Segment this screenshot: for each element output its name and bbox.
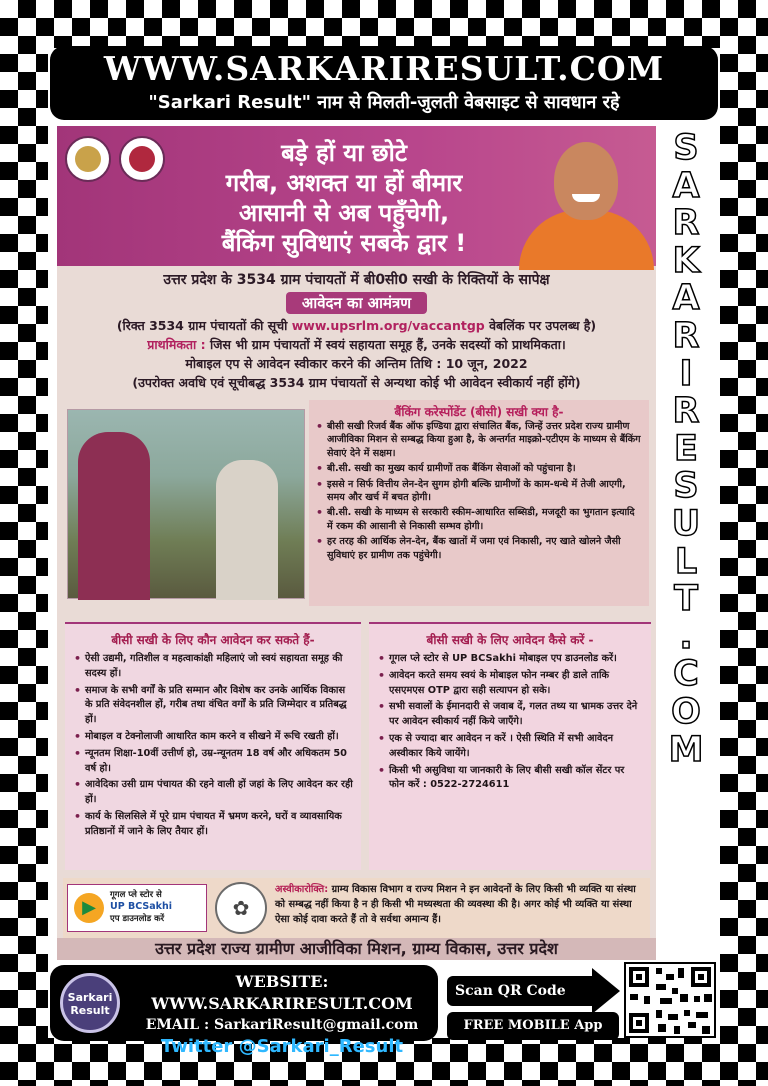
contact-bar [50,965,438,1057]
qr-code[interactable] [624,962,716,1038]
list-item: • समाज के सभी वर्गों के प्रति सम्मान और विशेष कर उनके आर्थिक विकास के प्रति संवेदनशील हों, गरीब तथा वंचित वर्गों के प्रति जिम्मेदार व प्रतिबद्ध हों। [73,684,353,728]
side-letter: T [674,579,698,620]
website-link[interactable]: WEBSITE: WWW.SARKARIRESULT.COM [151,972,413,1013]
qr-finder [629,1013,649,1033]
side-letter: K [672,240,700,281]
up-emblem-icon [65,136,111,182]
side-letter: . [679,616,693,657]
list-item: • बी.सी. सखी का मुख्य कार्य ग्रामीणों तक बैंकिंग सेवाओं को पहुंचाना है। [315,462,643,475]
note-line: (उपरोक्त अवधि एवं सूचीबद्ध 3534 ग्राम पंचायतों से अन्यथा कोई भी आवेदन स्वीकार्य नहीं होंगे) [132,375,581,390]
hero-line: बड़े हों या छोटे [281,139,407,167]
side-letter: A [672,165,700,206]
logo-line: Sarkari [67,991,113,1004]
list-text-end: वेबलिंक पर उपलब्ध है) [489,318,597,333]
google-play-badge[interactable] [67,884,207,932]
list-item: • आवेदन करते समय स्वयं के मोबाइल फोन नम्बर ही डाले ताकि एसएमएस OTP द्वारा सही सत्यापन हो सके। [377,669,643,699]
priority-text: जिस भी ग्राम पंचायतों में स्वयं सहायता समूह हैं, उनके सदस्यों को प्राथमिकता। [210,337,566,352]
badge-line: एप डाउनलोड करें [110,914,165,924]
side-letter: I [679,353,693,394]
woman-figure [78,432,150,600]
side-letter: L [674,541,698,582]
badge-app-name: UP BCSakhi [110,901,172,912]
invite-pill: आवेदन का आमंत्रण [286,292,427,314]
contact-details [130,971,434,1059]
list-item: • बीसी सखी रिजर्व बैंक ऑफ इण्डिया द्वारा संचालित बैंक, जिन्हें उत्तर प्रदेश राज्य ग्रामीण आजीविका मिशन से सम्बद्ध किया हुआ है, के अन्तर्गत माइक्रो-एटीएम के माध्यम से बैंकिंग सेवाएं देने में सक्षम। [315,420,643,460]
bc-sakhi-info-box [309,400,649,606]
bc-box-list [315,420,643,562]
play-store-icon: ▶ [74,893,104,923]
list-item: • एक से ज्यादा बार आवेदन न करें । ऐसी स्थिति में सभी आवेदन अस्वीकार किये जायेंगे। [377,732,643,762]
application-invite [57,268,656,393]
bc-box-title: बैंकिंग करेस्पोंडेंट (बीसी) सखी क्या है- [394,405,564,419]
side-letter: M [668,729,704,770]
top-banner [50,46,718,120]
hero-line: आसानी से अब पहुँचेगी, [238,199,450,227]
priority-label: प्राथमिकता : [147,337,206,352]
sarkari-result-logo [60,973,120,1033]
side-letter: R [672,391,700,432]
scan-qr-label: Scan QR Code [447,976,595,1006]
chief-minister-photo [509,130,654,266]
qr-finder [629,967,649,987]
hero-headline [149,138,539,258]
free-app-button[interactable]: FREE MOBILE App [447,1012,619,1040]
hero-banner [57,126,656,266]
side-letter: R [672,315,700,356]
twitter-link[interactable]: Twitter @Sarkari_Result [160,1036,404,1057]
list-item: • इससे न सिर्फ वित्तीय लेन-देन सुगम होगी बल्कि ग्रामीणों के काम-धन्धे में तेजी आएगी, समय और खर्च में बचत होगी। [315,478,643,505]
arrow-right-icon [592,968,620,1014]
side-letter: O [671,691,701,732]
email-link[interactable]: EMAIL : SarkariResult@gmail.com [145,1017,419,1033]
man-figure [216,460,278,600]
vertical-site-letters [660,130,712,930]
list-item: • मोबाइल व टेक्नोलाजी आधारित काम करने व सीखने में रूचि रखती हों। [73,730,353,745]
how-to-apply-box [369,622,651,870]
side-letter: S [673,466,699,507]
hero-line: गरीब, अशक्त या हों बीमार [225,169,463,197]
site-title[interactable]: WWW.SARKARIRESULT.COM [103,49,665,88]
list-item: • ऐसी उद्यमी, गतिशील व महत्वाकांक्षी महिलाएं जो स्वयं सहायता समूह की सदस्य हों। [73,652,353,682]
newspaper-clipping [57,126,656,960]
vacancy-link[interactable]: www.upsrlm.org/vaccantgp [291,318,485,333]
list-item: • गूगल प्ले स्टोर से UP BCSakhi मोबाइल एप डाउनलोड करें। [377,652,643,667]
vacancy-list-line [57,316,656,335]
side-letter: E [674,428,698,469]
list-item: • हर तरह की आर्थिक लेन-देन, बैंक खातों में जमा एवं निकासी, नए खाते खोलने जैसी सुविधाएं हर ग्रामीण तक पहुंचेगी। [315,535,643,562]
how-to-apply-list [377,652,643,793]
hero-line: बैंकिंग सुविधाएं सबके द्वार ! [221,229,467,257]
who-can-apply-title: बीसी सखी के लिए कौन आवेदन कर सकते हैं- [111,633,315,647]
disclaimer-strip [63,878,650,938]
vacancy-line: उत्तर प्रदेश के 3534 ग्राम पंचायतों में बी0सी0 सखी के रिक्तियों के सापेक्ष [163,272,550,288]
rural-mission-logo-icon: ✿ [215,882,267,934]
side-letter: U [671,503,701,544]
side-letter: A [672,278,700,319]
bc-sakhi-photo [67,409,305,599]
smile-shape [572,194,600,202]
qr-finder [691,967,711,987]
priority-line [57,335,656,354]
list-item: • आवेदिका उसी ग्राम पंचायत की रहने वाली हों जहां के लिए आवेदन कर रही हों। [73,778,353,808]
who-can-apply-box [65,622,361,870]
how-to-apply-title: बीसी सखी के लिए आवेदन कैसे करें - [426,633,594,647]
side-letter: C [673,654,699,695]
deadline-line: मोबाइल एप से आवेदन स्वीकार करने की अन्तिम तिथि : 10 जून, 2022 [185,356,528,371]
list-item: • न्यूनतम शिक्षा-10वीं उत्तीर्ण हो, उम्र-न्यूनतम 18 वर्ष और अधिकतम 50 वर्ष हो। [73,747,353,777]
list-item: • किसी भी असुविधा या जानकारी के लिए बीसी सखी कॉल सेंटर पर फोन करें : 0522-2724611 [377,764,643,794]
badge-text [110,889,172,925]
disclaimer-body: ग्राम्य विकास विभाग व राज्य मिशन ने इन आवेदनों के लिए किसी भी व्यक्ति या संस्था को सम्बद्ध नहीं किया है न ही किसी भी मध्यस्थता की व्यवस्था की है। अगर कोई भी व्यक्ति या संस्था ऐसा कोई दावा करते हैं तो वे सर्वथा अमान्य हैं। [275,884,636,925]
who-can-apply-list [73,652,353,840]
disclaimer-text [275,882,647,927]
list-item: • कार्य के सिलसिले में पूरे ग्राम पंचायत में भ्रमण करने, घरों व व्यावसायिक प्रतिष्ठानों में जाने के लिए तैयार हों। [73,810,353,840]
logo-line: Result [70,1004,110,1017]
list-item: • बी.सी. सखी के माध्यम से सरकारी स्कीम-आधारित सब्सिडी, मजदूरी का भुगतान इत्यादि में रकम की आसानी से निकासी सम्भव होगी। [315,506,643,533]
list-item: • सभी सवालों के ईमानदारी से जवाब दें, गलत तथ्य या भ्रामक उत्तर देने पर आवेदन स्वीकार्य नहीं किये जाएँगे। [377,700,643,730]
side-letter: S [673,128,699,168]
face-shape [554,142,618,220]
disclaimer-label: अस्वीकारोक्ति: [275,884,329,895]
issuer-line: उत्तर प्रदेश राज्य ग्रामीण आजीविका मिशन, ग्राम्य विकास, उत्तर प्रदेश [57,938,656,960]
badge-line: गूगल प्ले स्टोर से [110,890,162,900]
fake-site-warning: "Sarkari Result" नाम से मिलती-जुलती वेबसाइट से सावधान रहे [148,92,620,113]
list-text: (रिक्त 3534 ग्राम पंचायतों की सूची [116,318,288,333]
side-letter: R [672,203,700,244]
